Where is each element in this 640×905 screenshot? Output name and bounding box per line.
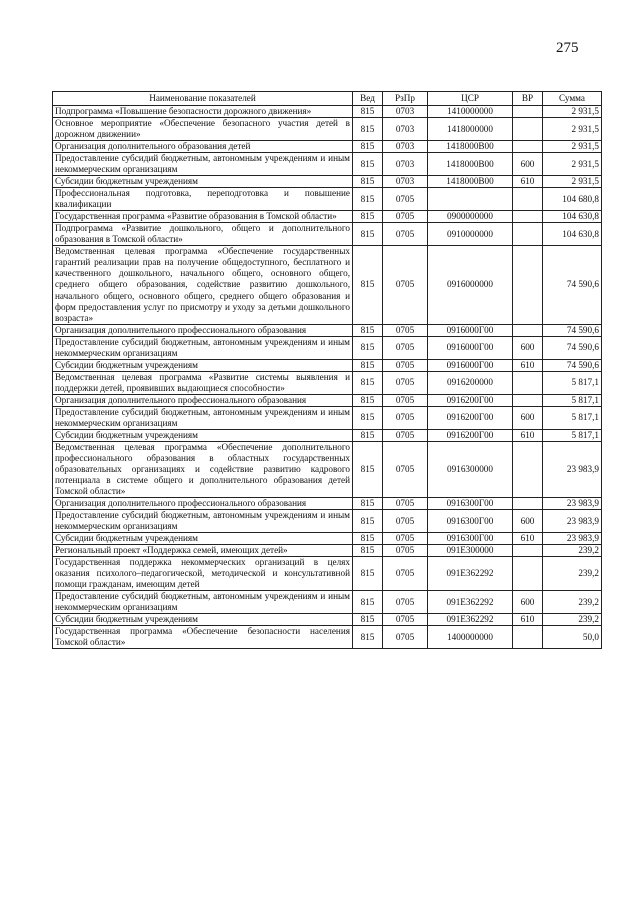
row-csr: 0916000000 xyxy=(428,246,513,324)
row-rzpr: 0705 xyxy=(383,498,428,510)
row-name: Государственная поддержка некоммерческих организаций в целях оказания психолого–педагогической, методической и консультативной помощи гражданам, имеющим детей xyxy=(53,557,353,591)
row-csr xyxy=(428,188,513,211)
row-rzpr: 0705 xyxy=(383,406,428,429)
row-csr: 0916200000 xyxy=(428,371,513,394)
row-csr: 0916300Г00 xyxy=(428,533,513,545)
row-vr: 600 xyxy=(513,153,543,176)
row-rzpr: 0703 xyxy=(383,153,428,176)
row-csr: 0916200Г00 xyxy=(428,394,513,406)
row-rzpr: 0705 xyxy=(383,557,428,591)
row-ved: 815 xyxy=(353,211,383,223)
row-vr xyxy=(513,545,543,557)
row-name: Основное мероприятие «Обеспечение безопасного участия детей в дорожном движении» xyxy=(53,118,353,141)
row-csr: 091Е300000 xyxy=(428,545,513,557)
header-row xyxy=(53,92,602,106)
row-rzpr: 0705 xyxy=(383,324,428,336)
row-name: Субсидии бюджетным учреждениям xyxy=(53,614,353,626)
row-sum: 104 680,8 xyxy=(543,188,602,211)
row-vr: 610 xyxy=(513,429,543,441)
row-csr: 0910000000 xyxy=(428,223,513,246)
row-rzpr: 0705 xyxy=(383,533,428,545)
row-ved: 815 xyxy=(353,510,383,533)
row-sum: 23 983,9 xyxy=(543,510,602,533)
table-row xyxy=(53,188,602,211)
row-rzpr: 0705 xyxy=(383,211,428,223)
row-ved: 815 xyxy=(353,118,383,141)
row-csr: 1418000В00 xyxy=(428,141,513,153)
row-sum: 74 590,6 xyxy=(543,246,602,324)
row-sum: 2 931,5 xyxy=(543,118,602,141)
row-name: Организация дополнительного образования детей xyxy=(53,141,353,153)
row-rzpr: 0703 xyxy=(383,141,428,153)
row-name: Предоставление субсидий бюджетным, автономным учреждениям и иным некоммерческим организациям xyxy=(53,336,353,359)
row-sum: 2 931,5 xyxy=(543,153,602,176)
row-vr xyxy=(513,223,543,246)
header-csr: ЦСР xyxy=(428,92,513,106)
row-ved: 815 xyxy=(353,153,383,176)
row-csr: 091Е362292 xyxy=(428,591,513,614)
row-vr xyxy=(513,188,543,211)
row-csr: 0916000Г00 xyxy=(428,336,513,359)
row-sum: 5 817,1 xyxy=(543,406,602,429)
row-ved: 815 xyxy=(353,626,383,649)
row-rzpr: 0705 xyxy=(383,545,428,557)
row-ved: 815 xyxy=(353,106,383,118)
row-sum: 239,2 xyxy=(543,545,602,557)
row-ved: 815 xyxy=(353,246,383,324)
row-name: Субсидии бюджетным учреждениям xyxy=(53,429,353,441)
row-vr xyxy=(513,441,543,497)
row-sum: 2 931,5 xyxy=(543,106,602,118)
row-rzpr: 0703 xyxy=(383,176,428,188)
row-vr xyxy=(513,394,543,406)
row-ved: 815 xyxy=(353,441,383,497)
table-row xyxy=(53,359,602,371)
table-row xyxy=(53,614,602,626)
header-sum: Сумма xyxy=(543,92,602,106)
row-sum: 104 630,8 xyxy=(543,223,602,246)
row-name: Предоставление субсидий бюджетным, автономным учреждениям и иным некоммерческим организациям xyxy=(53,591,353,614)
row-name: Предоставление субсидий бюджетным, автономным учреждениям и иным некоммерческим организациям xyxy=(53,406,353,429)
table-row xyxy=(53,626,602,649)
row-ved: 815 xyxy=(353,141,383,153)
table-row xyxy=(53,153,602,176)
row-sum: 104 630,8 xyxy=(543,211,602,223)
row-rzpr: 0705 xyxy=(383,614,428,626)
budget-table xyxy=(52,91,602,649)
table-row xyxy=(53,324,602,336)
row-rzpr: 0705 xyxy=(383,188,428,211)
row-csr: 0916000Г00 xyxy=(428,359,513,371)
row-csr: 0916200Г00 xyxy=(428,429,513,441)
row-rzpr: 0703 xyxy=(383,106,428,118)
row-ved: 815 xyxy=(353,359,383,371)
row-vr: 600 xyxy=(513,510,543,533)
row-name: Ведомственная целевая программа «Развитие системы выявления и поддержки детей, проявивших выдающиеся способности» xyxy=(53,371,353,394)
row-rzpr: 0705 xyxy=(383,336,428,359)
row-name: Ведомственная целевая программа «Обеспечение государственных гарантий реализации прав на получение общедоступного, бесплатного и качественного дошкольного, начального общего, основного общего, среднего общего образования, содействие развитию дошкольного, начального общего, основного общего, среднего общего образования и форм предоставления услуг по присмотру и уходу за детьми дошкольного возраста» xyxy=(53,246,353,324)
table-row xyxy=(53,176,602,188)
row-rzpr: 0705 xyxy=(383,591,428,614)
row-name: Организация дополнительного профессионального образования xyxy=(53,324,353,336)
row-vr: 610 xyxy=(513,533,543,545)
row-sum: 23 983,9 xyxy=(543,498,602,510)
row-csr: 0916300Г00 xyxy=(428,498,513,510)
table-row xyxy=(53,336,602,359)
row-sum: 239,2 xyxy=(543,557,602,591)
table-row xyxy=(53,510,602,533)
row-rzpr: 0705 xyxy=(383,223,428,246)
row-csr: 1400000000 xyxy=(428,626,513,649)
row-vr xyxy=(513,626,543,649)
row-name: Предоставление субсидий бюджетным, автономным учреждениям и иным некоммерческим организациям xyxy=(53,510,353,533)
table-header xyxy=(53,92,602,106)
row-name: Подпрограмма «Повышение безопасности дорожного движения» xyxy=(53,106,353,118)
row-vr: 600 xyxy=(513,336,543,359)
table-body xyxy=(53,106,602,649)
row-rzpr: 0705 xyxy=(383,510,428,533)
header-name: Наименование показателей xyxy=(53,92,353,106)
row-csr: 1410000000 xyxy=(428,106,513,118)
row-csr: 1418000В00 xyxy=(428,176,513,188)
row-vr xyxy=(513,118,543,141)
row-vr: 600 xyxy=(513,591,543,614)
table-row xyxy=(53,557,602,591)
table-row xyxy=(53,223,602,246)
row-vr xyxy=(513,246,543,324)
table-row xyxy=(53,441,602,497)
row-ved: 815 xyxy=(353,557,383,591)
row-name: Государственная программа «Развитие образования в Томской области» xyxy=(53,211,353,223)
row-csr: 091Е362292 xyxy=(428,557,513,591)
row-sum: 23 983,9 xyxy=(543,533,602,545)
row-name: Подпрограмма «Развитие дошкольного, общего и дополнительного образования в Томской области» xyxy=(53,223,353,246)
row-rzpr: 0705 xyxy=(383,359,428,371)
row-name: Региональный проект «Поддержка семей, имеющих детей» xyxy=(53,545,353,557)
row-csr: 091Е362292 xyxy=(428,614,513,626)
header-rzpr: РзПр xyxy=(383,92,428,106)
row-vr xyxy=(513,498,543,510)
row-ved: 815 xyxy=(353,371,383,394)
row-csr: 0916200Г00 xyxy=(428,406,513,429)
row-ved: 815 xyxy=(353,429,383,441)
row-rzpr: 0705 xyxy=(383,429,428,441)
table-row xyxy=(53,394,602,406)
row-sum: 74 590,6 xyxy=(543,336,602,359)
row-name: Ведомственная целевая программа «Обеспечение дополнительного профессионального образования в областных государственных образовательных организациях и содействие развитию кадрового потенциала в системе общего и дополнительного образования детей Томской области» xyxy=(53,441,353,497)
table-row xyxy=(53,211,602,223)
row-csr: 1418000В00 xyxy=(428,153,513,176)
header-ved: Вед xyxy=(353,92,383,106)
row-sum: 50,0 xyxy=(543,626,602,649)
row-sum: 74 590,6 xyxy=(543,359,602,371)
row-sum: 23 983,9 xyxy=(543,441,602,497)
row-sum: 2 931,5 xyxy=(543,141,602,153)
row-sum: 5 817,1 xyxy=(543,371,602,394)
table-row xyxy=(53,371,602,394)
row-name: Субсидии бюджетным учреждениям xyxy=(53,359,353,371)
row-sum: 239,2 xyxy=(543,591,602,614)
row-ved: 815 xyxy=(353,591,383,614)
row-ved: 815 xyxy=(353,176,383,188)
table-row xyxy=(53,406,602,429)
row-vr xyxy=(513,141,543,153)
row-vr: 600 xyxy=(513,406,543,429)
row-vr: 610 xyxy=(513,359,543,371)
table-row xyxy=(53,141,602,153)
row-vr xyxy=(513,557,543,591)
table-row xyxy=(53,591,602,614)
row-ved: 815 xyxy=(353,545,383,557)
row-name: Профессиональная подготовка, переподготовка и повышение квалификации xyxy=(53,188,353,211)
row-sum: 5 817,1 xyxy=(543,394,602,406)
row-vr: 610 xyxy=(513,176,543,188)
row-name: Субсидии бюджетным учреждениям xyxy=(53,176,353,188)
table-row xyxy=(53,246,602,324)
row-ved: 815 xyxy=(353,188,383,211)
table-row xyxy=(53,118,602,141)
header-vr: ВР xyxy=(513,92,543,106)
row-ved: 815 xyxy=(353,336,383,359)
table-row xyxy=(53,498,602,510)
row-rzpr: 0705 xyxy=(383,394,428,406)
row-csr: 0916300Г00 xyxy=(428,510,513,533)
row-ved: 815 xyxy=(353,223,383,246)
row-vr xyxy=(513,324,543,336)
row-sum: 5 817,1 xyxy=(543,429,602,441)
row-ved: 815 xyxy=(353,498,383,510)
table-row xyxy=(53,545,602,557)
row-vr xyxy=(513,211,543,223)
row-ved: 815 xyxy=(353,394,383,406)
row-csr: 0916300000 xyxy=(428,441,513,497)
row-ved: 815 xyxy=(353,406,383,429)
table-row xyxy=(53,106,602,118)
row-rzpr: 0705 xyxy=(383,441,428,497)
row-rzpr: 0705 xyxy=(383,246,428,324)
row-name: Предоставление субсидий бюджетным, автономным учреждениям и иным некоммерческим организациям xyxy=(53,153,353,176)
row-vr xyxy=(513,371,543,394)
row-sum: 239,2 xyxy=(543,614,602,626)
row-name: Субсидии бюджетным учреждениям xyxy=(53,533,353,545)
row-csr: 1418000000 xyxy=(428,118,513,141)
table-row xyxy=(53,533,602,545)
row-rzpr: 0705 xyxy=(383,371,428,394)
row-name: Организация дополнительного профессионального образования xyxy=(53,394,353,406)
row-vr: 610 xyxy=(513,614,543,626)
row-ved: 815 xyxy=(353,614,383,626)
row-rzpr: 0705 xyxy=(383,626,428,649)
row-ved: 815 xyxy=(353,324,383,336)
row-sum: 2 931,5 xyxy=(543,176,602,188)
page-number: 275 xyxy=(556,40,579,56)
row-ved: 815 xyxy=(353,533,383,545)
row-csr: 0916000Г00 xyxy=(428,324,513,336)
row-sum: 74 590,6 xyxy=(543,324,602,336)
row-name: Государственная программа «Обеспечение безопасности населения Томской области» xyxy=(53,626,353,649)
row-vr xyxy=(513,106,543,118)
table-row xyxy=(53,429,602,441)
row-name: Организация дополнительного профессионального образования xyxy=(53,498,353,510)
row-rzpr: 0703 xyxy=(383,118,428,141)
row-csr: 0900000000 xyxy=(428,211,513,223)
